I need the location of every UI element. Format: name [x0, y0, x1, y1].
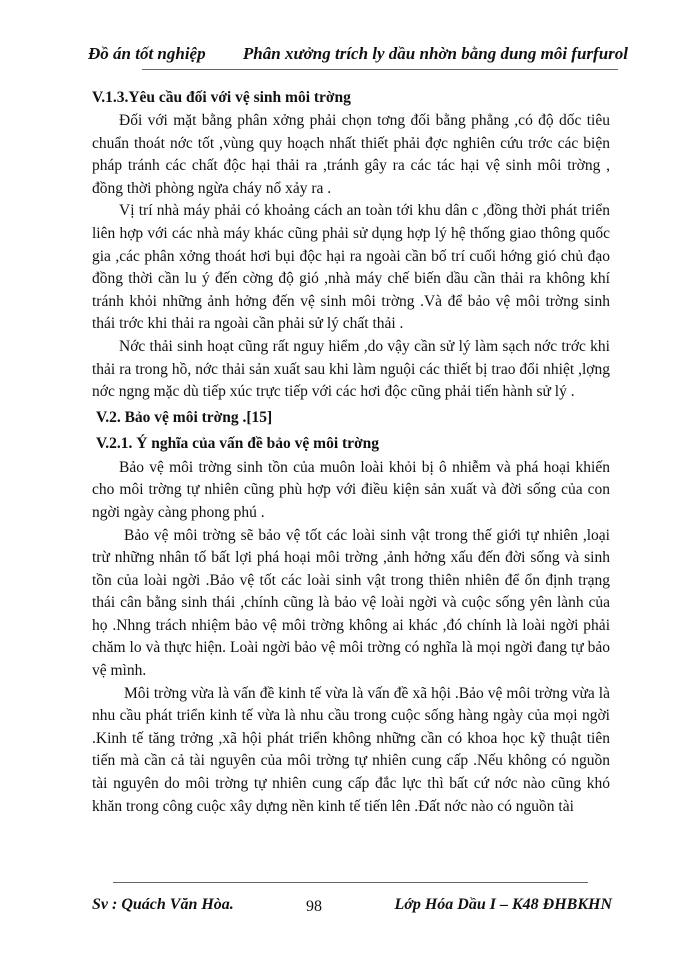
page-header [88, 44, 628, 70]
paragraph: Đối với mặt bằng phân xởng phải chọn tơng đối bằng phẳng ,có độ dốc tiêu chuẩn thoát nớc tốt ,vùng quy hoạch nhất thiết phải đợc nghiên cứu trớc các biện pháp tránh các chất độc hại thải ra ,tránh gây ra các tác hại vệ sinh môi trờng , đồng thời phòng ngừa cháy nổ xảy ra . [92, 112, 610, 197]
section-heading-v21: V.2.1. Ý nghĩa của vấn đề bảo vệ môi trờng [96, 434, 380, 452]
footer-divider [113, 882, 588, 883]
header-left-title: Đồ án tốt nghiệp [88, 44, 206, 63]
footer-student-name: Sv : Quách Văn Hòa. [92, 896, 234, 913]
paragraph: Nớc thải sinh hoạt cũng rất nguy hiểm ,do vậy cần sử lý làm sạch nớc trớc khi thải ra trong hồ, nớc thải sản xuất sau khi làm nguội các thiết bị trao đổi nhiệt ,lợng nớc ngng mặc dù tiếp xúc trực tiếp với các hơi độc cũng phải tiến hành sử lý . [92, 337, 610, 401]
footer-class-name: Lớp Hóa Dầu I – K48 ĐHBKHN [394, 896, 612, 913]
header-right-title: Phân xưởng trích ly dầu nhờn bằng dung môi furfurol [242, 44, 628, 63]
paragraph: Bảo vệ môi trờng sẽ bảo vệ tốt các loài sinh vật trong thế giới tự nhiên ,loại trừ những nhân tố bất lợi phá hoại môi trờng ,ảnh hởng xấu đến đời sống và sinh tồn của loài ngời .Bảo vệ tốt các loài sinh vật trong thiên nhiên để ổn định trạng thái cân bằng sinh thái ,chính cũng là bảo vệ loài ngời và cuộc sống yên lành của họ .Nhng trách nhiệm bảo vệ môi trờng không ai khác ,đó chính là loài ngời phải chăm lo và thực hiện. Loài ngời bảo vệ môi trờng có nghĩa là mọi ngời đang tự bảo vệ mình. [92, 526, 610, 680]
page-number: 98 [306, 898, 322, 915]
header-divider [142, 69, 618, 70]
paragraph: Bảo vệ môi trờng sinh tồn của muôn loài khỏi bị ô nhiễm và phá hoại khiến cho môi trờng tự nhiên cũng phù hợp với điều kiện sản xuất và đời sống của con ngời ngày càng phong phú . [92, 458, 610, 521]
section-heading-v13: V.1.3.Yêu cầu đối với vệ sinh môi trờng [92, 89, 351, 106]
paragraph: Vị trí nhà máy phải có khoảng cách an toàn tới khu dân c ,đồng thời phát triển liên hợp với các nhà máy khác cũng phải sử dụng hợp lý hệ thống giao thông quốc gia ,các phân xởng thoát hơi bụi độc hại ra ngoài cần bố trí cuối hớng gió chủ đạo đồng thời cần lu ý đến cờng độ gió ,nhà máy chế biến dầu cần thải ra không khí tránh khỏi những ảnh hởng đến vệ sinh môi trờng .Và để bảo vệ môi trờng sinh thái trớc khi thải ra ngoài cần phải sử lý chất thải . [92, 202, 610, 333]
section-heading-v2: V.2. Bảo vệ môi trờng .[15] [96, 408, 273, 426]
document-body [92, 86, 610, 818]
paragraph: Môi trờng vừa là vấn đề kinh tế vừa là vấn đề xã hội .Bảo vệ môi trờng vừa là nhu cầu phát triển kinh tế vừa là nhu cầu trong cuộc sống hàng ngày của mọi ngời .Kinh tế tăng trởng ,xã hội phát triển không những cần có khoa học kỹ thuật tiên tiến mà cần cả tài nguyên của môi trờng tự nhiên cung cấp .Nếu không có nguồn tài nguyên do môi trờng tự nhiên cung cấp đắc lực thì bất cứ nớc nào cũng khó khăn trong công cuộc xây dựng nền kinh tế tiến lên .Đất nớc nào có nguồn tài [92, 684, 610, 815]
page-footer [92, 896, 612, 920]
